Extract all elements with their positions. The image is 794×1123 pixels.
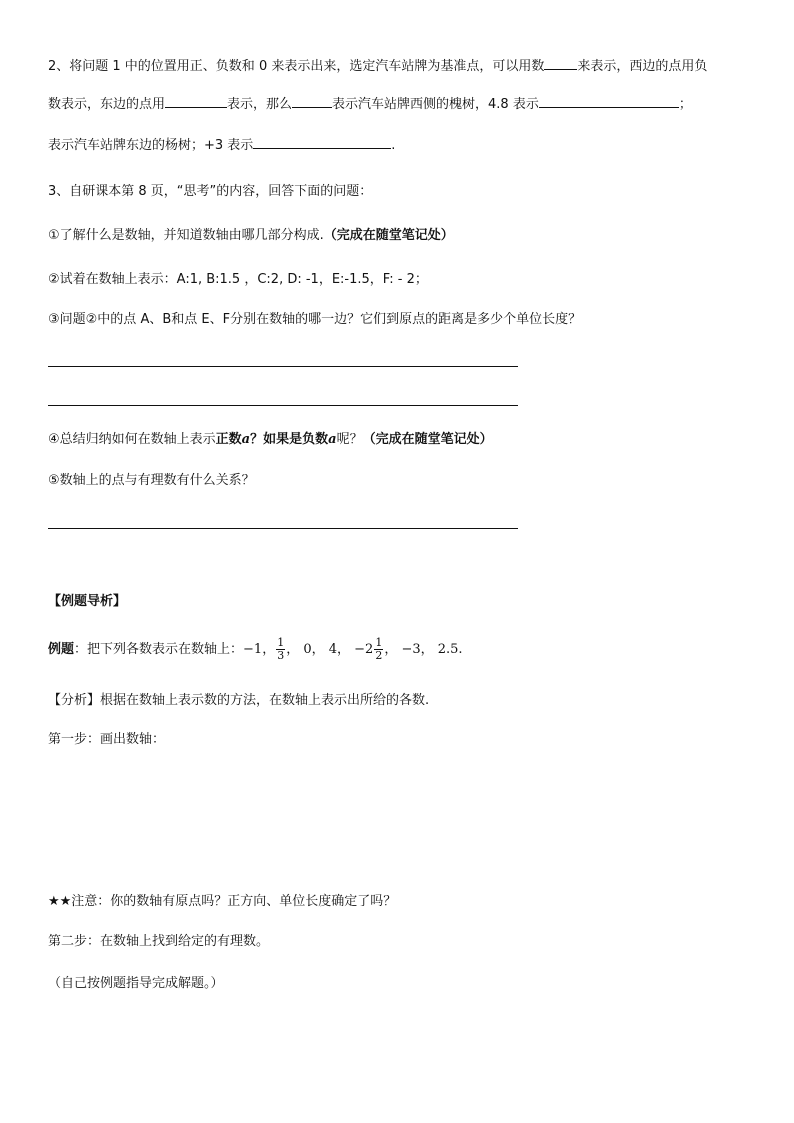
- q3-item-5: ⑤数轴上的点与有理数有什么关系？: [48, 473, 255, 488]
- attention-note: ★★注意：你的数轴有原点吗？正方向、单位长度确定了吗？: [48, 894, 397, 909]
- q2-text-2d: ；: [678, 97, 692, 112]
- example-number-1: −1，: [243, 642, 276, 657]
- q3-item-4-note: （完成在随堂笔记处）: [362, 432, 493, 447]
- example-label: 例题: [48, 642, 75, 657]
- example-section-title: 【例题导析】: [48, 594, 127, 609]
- example-problem: [48, 634, 463, 666]
- example-prompt: ：把下列各数表示在数轴上：: [74, 642, 244, 657]
- q3-item-1-text: ①了解什么是数轴，并知道数轴由哪几部分构成.: [48, 228, 324, 243]
- self-complete-note: （自己按例题指导完成解题。）: [48, 976, 224, 991]
- example-number-3: ， −3， 2.5.: [384, 642, 463, 657]
- q2-blank-4[interactable]: [539, 94, 679, 108]
- answer-line-1[interactable]: [48, 366, 518, 367]
- step-1: 第一步：画出数轴：: [48, 732, 166, 747]
- q3-item-4-negative: 负数: [302, 432, 329, 447]
- q2-line-3: [48, 135, 395, 155]
- q3-item-1: [48, 227, 454, 245]
- q2-text-1b: 来表示，西边的点用负: [577, 59, 708, 74]
- q2-blank-1[interactable]: [544, 56, 577, 70]
- q3-item-4-positive: 正数: [215, 432, 242, 447]
- fraction-1-numerator: 1: [277, 636, 285, 649]
- q3-item-4-text-c: 呢？: [336, 432, 363, 447]
- q3-item-3: ③问题②中的点 A、B和点 E、F分别在数轴的哪一边？它们到原点的距离是多少个单位长度？: [48, 312, 582, 327]
- q2-text-2a: 数表示，东边的点用: [48, 97, 166, 112]
- q2-blank-3[interactable]: [292, 94, 332, 108]
- step-2: 第二步：在数轴上找到给定的有理数。: [48, 934, 270, 949]
- answer-line-3[interactable]: [48, 528, 518, 529]
- fraction-1-denominator: 3: [277, 649, 285, 662]
- q3-item-4: [48, 431, 493, 449]
- q3-intro: 3、自研课本第 8 页，“思考”的内容，回答下面的问题：: [48, 184, 373, 199]
- answer-line-2[interactable]: [48, 405, 518, 406]
- analysis-text: 【分析】根据在数轴上表示数的方法，在数轴上表示出所给的各数.: [48, 693, 430, 708]
- q2-text-2b: 表示，那么: [227, 97, 293, 112]
- q2-text-3a: 表示汽车站牌东边的杨树；+3 表示: [48, 138, 254, 153]
- q2-text-3b: .: [391, 138, 396, 153]
- q3-item-4-var-2: a: [328, 432, 337, 447]
- fraction-2-denominator: 2: [375, 649, 383, 662]
- q2-blank-5[interactable]: [253, 135, 391, 149]
- q3-item-4-var-1: a: [241, 432, 251, 447]
- fraction-2-numerator: 1: [375, 636, 383, 649]
- q3-item-4-text-a: ④总结归纳如何在数轴上表示: [48, 432, 216, 447]
- example-number-2: ， 0， 4， −2: [286, 642, 374, 657]
- q2-text-2c: 表示汽车站牌西侧的槐树，4.8 表示: [332, 97, 539, 112]
- example-fraction-1: [276, 637, 285, 662]
- q3-item-2: ②试着在数轴上表示：A:1, B:1.5 ，C:2, D: -1，E:-1.5，F: - 2；: [48, 272, 428, 287]
- example-fraction-2: [374, 637, 383, 662]
- q2-line-1: [48, 56, 707, 76]
- q2-blank-2[interactable]: [165, 94, 227, 108]
- q2-line-2: [48, 94, 692, 114]
- q2-text-1a: 2、将问题 1 中的位置用正、负数和 0 来表示出来，选定汽车站牌为基准点，可以用数: [48, 59, 545, 74]
- q3-item-1-note: （完成在随堂笔记处）: [323, 228, 454, 243]
- q3-item-4-text-b: ？如果是: [250, 432, 303, 447]
